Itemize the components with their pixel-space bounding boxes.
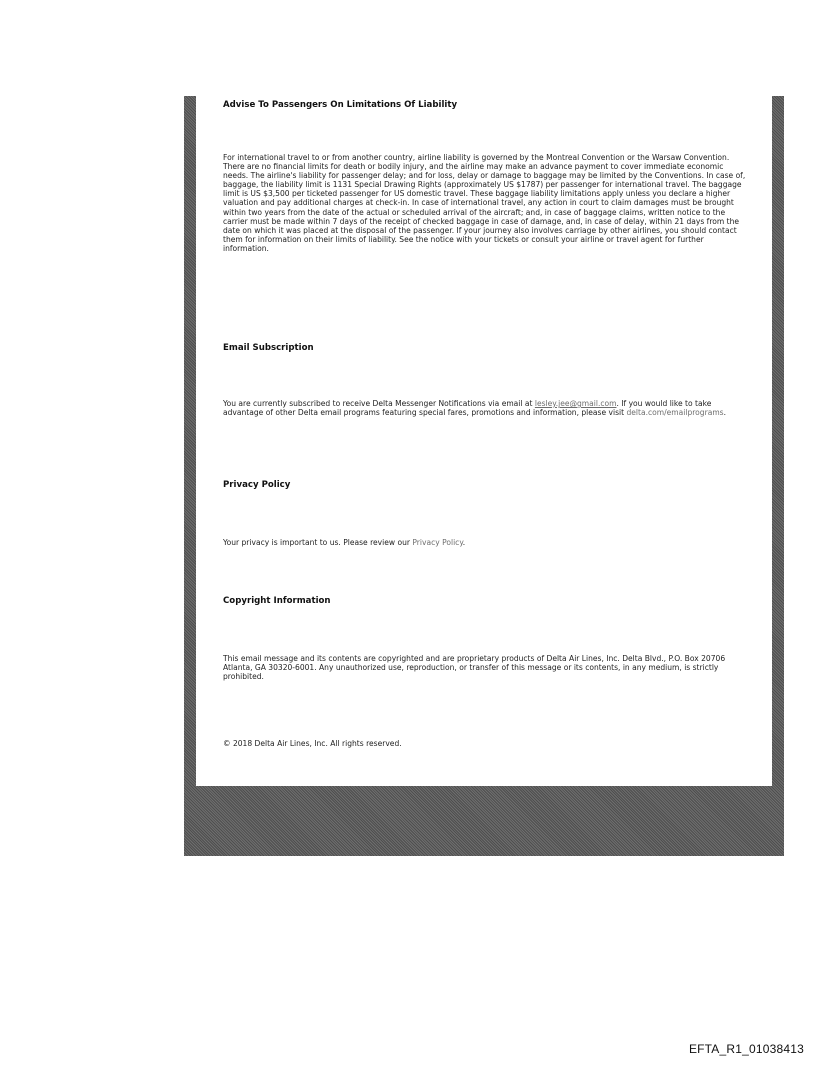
privacy-text bbox=[223, 538, 748, 547]
subscription-text bbox=[223, 399, 748, 417]
copyright-footer-note: © 2018 Delta Air Lines, Inc. All rights reserved. bbox=[223, 739, 402, 748]
privacy-text-after: . bbox=[462, 538, 466, 547]
subscription-heading: Email Subscription bbox=[223, 343, 314, 353]
subscription-text-after: . bbox=[723, 408, 727, 418]
liability-heading: Advise To Passengers On Limitations Of Liability bbox=[223, 100, 458, 110]
subscription-text-middle: . If you would like to take advantage of other Delta email programs featuring special fares, promotions and information, please visit bbox=[223, 399, 712, 418]
copyright-heading: Copyright Information bbox=[223, 596, 331, 606]
email-body bbox=[196, 96, 772, 786]
privacy-text-before: Your privacy is important to us. Please review our bbox=[223, 538, 413, 547]
liability-text: For international travel to or from another country, airline liability is governed by the Montreal Convention or the Warsaw Convention. There are no financial limits for death or bodily injury, and the airline may make an advance payment to cover immediate economic needs. The airline's liability for passenger delay; and for loss, delay or damage to baggage may be limited by the Conventions. In case of, baggage, the liability limit is 1131 Special Drawing Rights (approximately US $1787) per passenger for international travel. The baggage limit is US $3,500 per ticketed passenger for US domestic travel. These baggage liability limitations apply unless you declare a higher valuation and pay additional charges at check-in. In case of international travel, any action in court to claim damages must be brought within two years from the date of the actual or scheduled arrival of the aircraft; and, in case of baggage claims, written notice to the carrier must be made within 7 days of the receipt of checked baggage in case of damage, and, in case of delay, within 21 days from the date on which it was placed at the disposal of the passenger. If your journey also involves carriage by other airlines, you should contact them for information on their limits of liability. See the notice with your tickets or consult your airline or travel agent for further information. bbox=[223, 153, 746, 253]
subscriber-email-link[interactable]: lesley.jee@gmail.com bbox=[534, 399, 617, 408]
privacy-heading: Privacy Policy bbox=[223, 480, 291, 490]
subscription-text-before: You are currently subscribed to receive Delta Messenger Notifications via email at bbox=[223, 399, 535, 408]
privacy-policy-link[interactable]: Privacy Policy bbox=[412, 538, 463, 547]
document-id: EFTA_R1_01038413 bbox=[688, 1042, 804, 1056]
copyright-text: This email message and its contents are copyrighted and are proprietary products of Delta Air Lines, Inc. Delta Blvd., P.O. Box 20706 Atlanta, GA 30320-6001. Any unauthorized use, reproduction, or transfer of this message or its contents, in any medium, is strictly prohibited. bbox=[223, 654, 726, 682]
email-programs-link[interactable]: delta.com/emailprograms bbox=[626, 408, 724, 418]
